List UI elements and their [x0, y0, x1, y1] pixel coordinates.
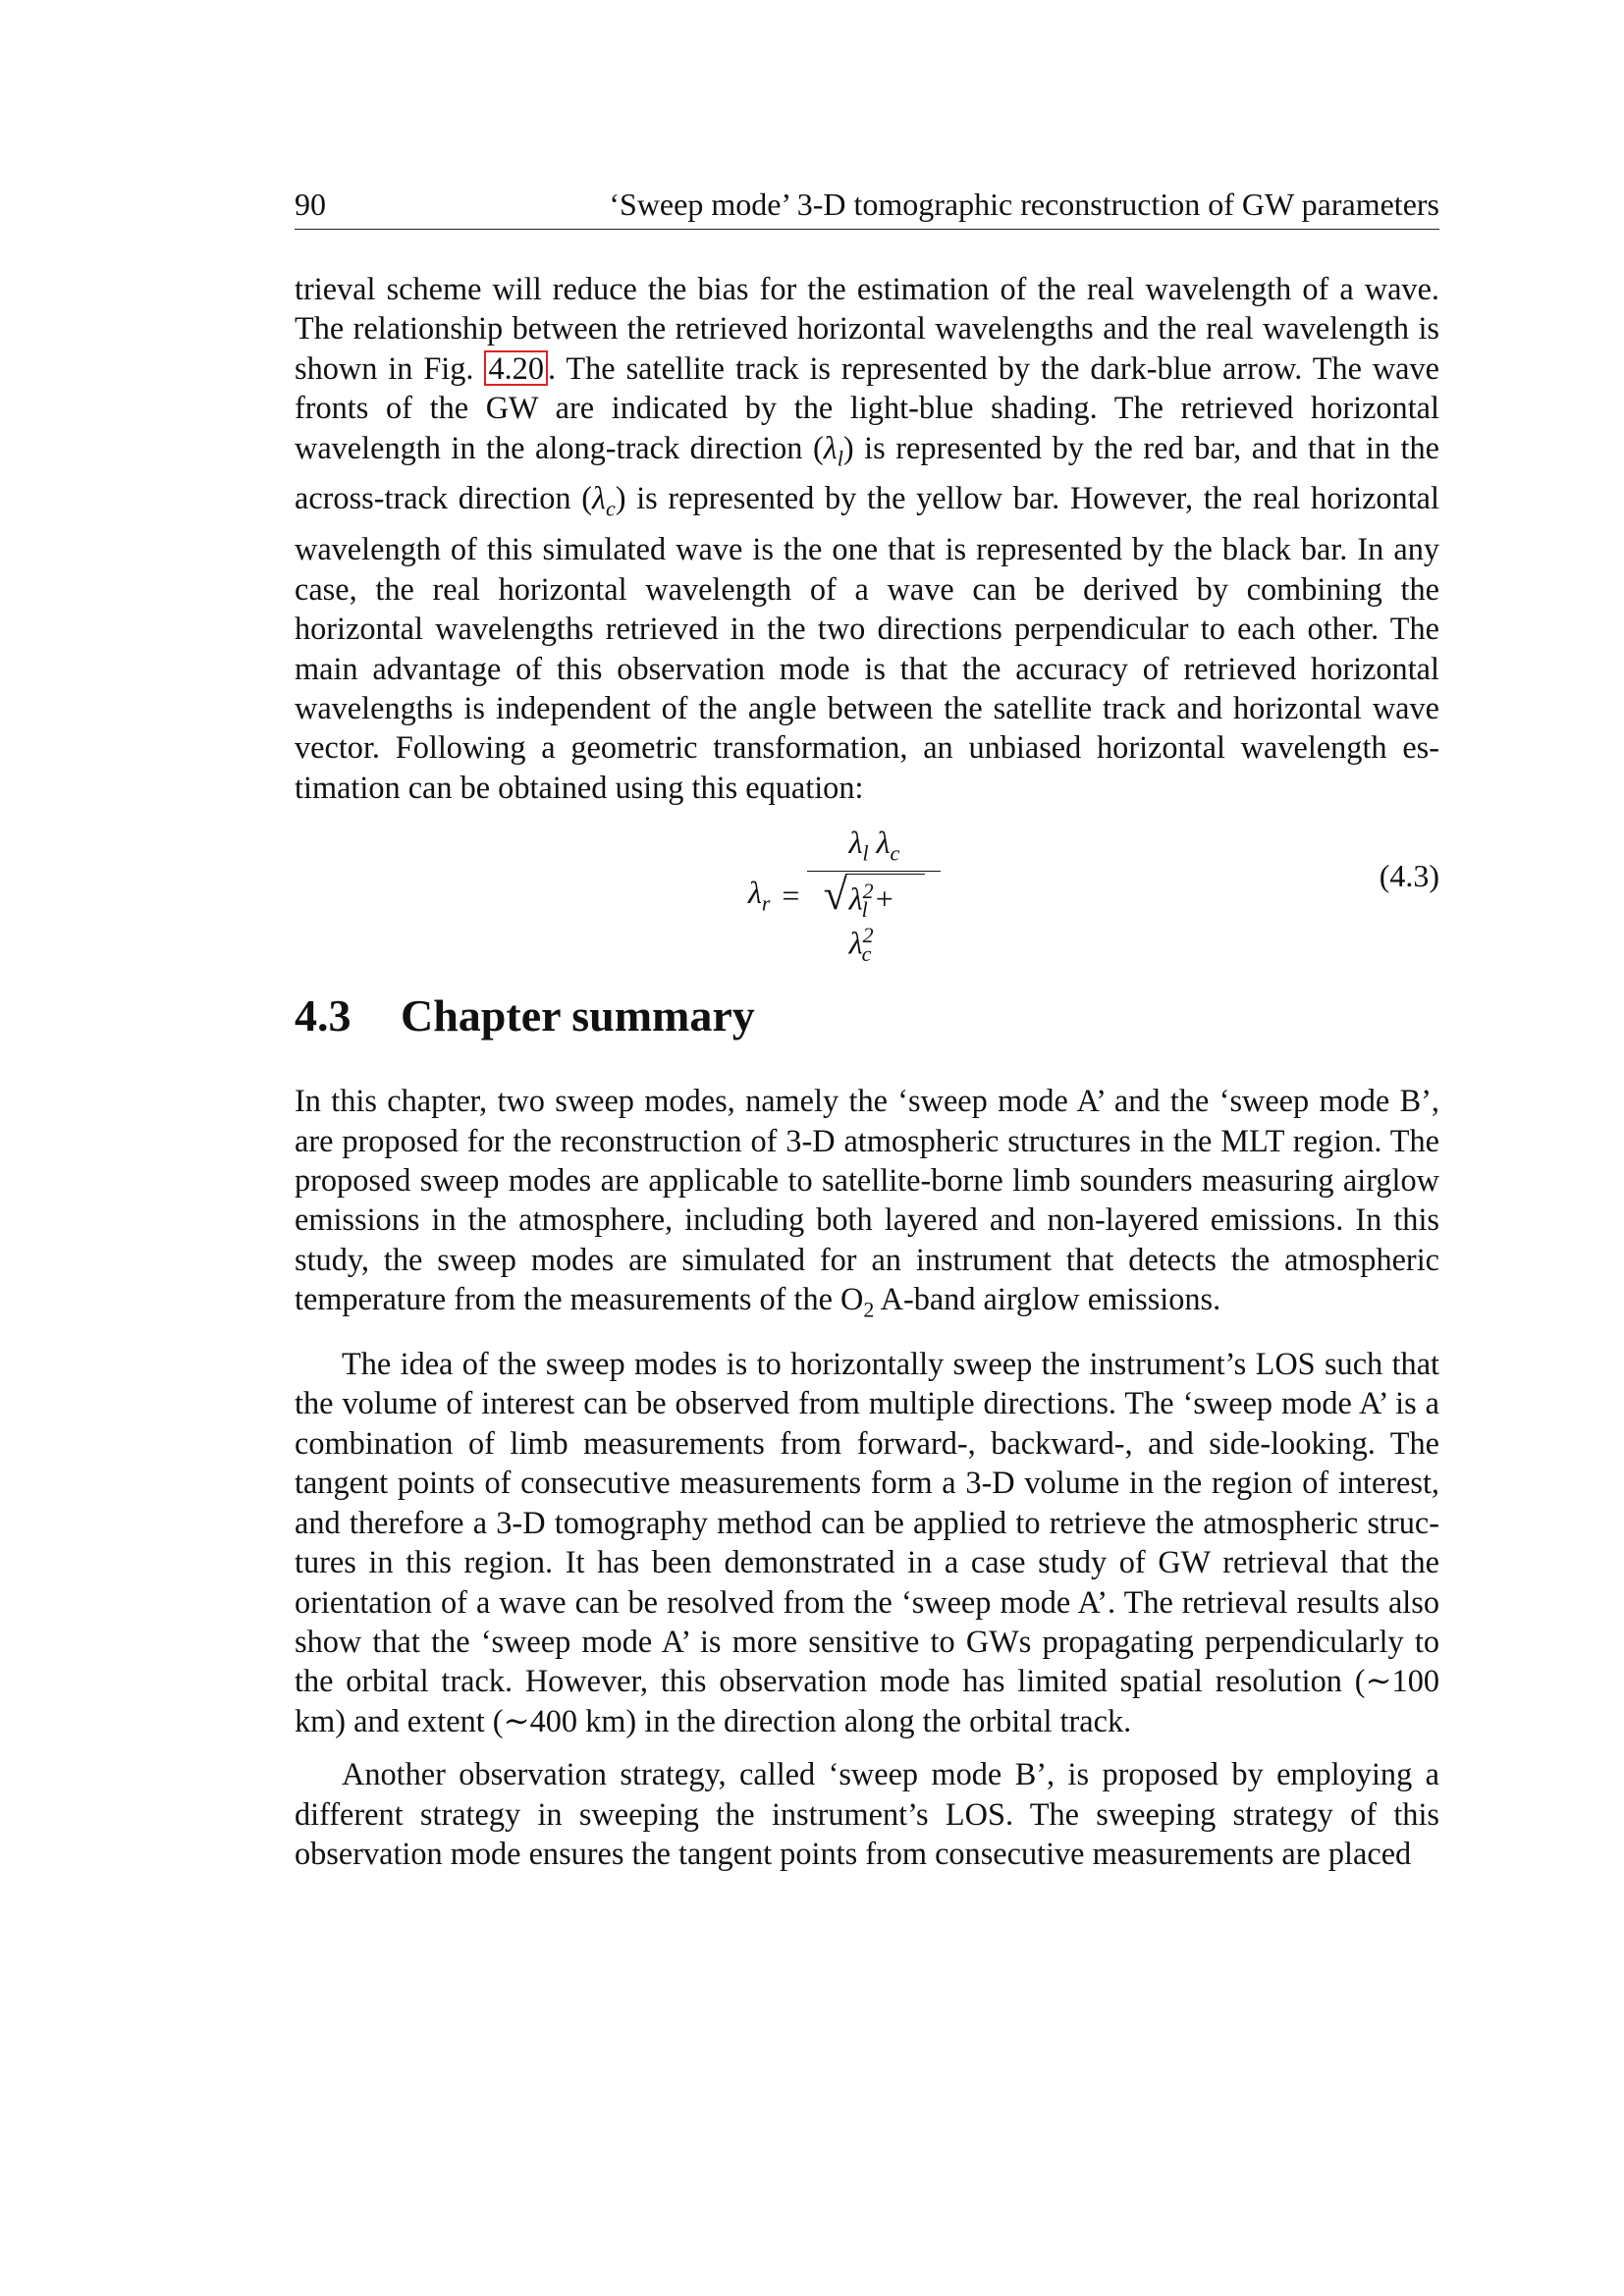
section-heading: [295, 989, 1439, 1041]
equation-lhs: $\lambda_r$: [748, 875, 771, 916]
square-root-sign: √: [823, 870, 847, 919]
paragraph-sweep-mode-b: Another observation strategy, called ‘sweep mode B’, is proposed by employing a different strategy in sweeping the instrument’s LOS. The sweeping strategy of this observation mode ensures the tangent points from consecutive measurements are placed: [295, 1756, 1439, 1871]
numerator: $\lambda_l$ $\lambda_c$: [848, 825, 900, 866]
equation-4-3: [295, 825, 1439, 966]
radicand: $\lambda^2_l + \lambda^2_c$: [845, 874, 926, 967]
fraction: [807, 825, 941, 966]
denominator: [823, 870, 926, 967]
section-number: 4.3: [295, 990, 352, 1041]
equals-sign: =: [782, 877, 800, 913]
equation-body: [748, 825, 941, 966]
running-title: ‘Sweep mode’ 3-D tomographic reconstruction of GW parameters: [609, 187, 1439, 222]
figure-reference-link[interactable]: 4.20: [484, 350, 548, 386]
page: [295, 187, 1439, 1873]
equation-number: (4.3): [1379, 858, 1439, 894]
paragraph-summary-intro: In this chapter, two sweep modes, namely the ‘sweep mode A’ and the ‘sweep mode B’, are proposed for the reconstruction of 3-D atmospheric structures in the MLT region. The proposed sweep modes are applicable to satellite-borne limb sounders measuring airglow emissions in the atmosphere, including both layered and non-layered emissions. In this study, the sweep modes are simulated for an instrument that detects the atmospheric temperature from the measurements of the $O_2$ A-band airglow emissions.: [295, 1083, 1439, 1322]
paragraph-wavelength-retrieval: trieval scheme will reduce the bias for the estimation of the real wavelength of a wave. The relationship between the retrieved horizontal wavelengths and the real wavelength is shown in Fig. 4.20 . The satellite track is represented by the dark-blue arrow. The wave fronts of the GW are indicated by the light-blue shading. The retrieved horizontal wavelength in the along-track direction $(\lambda_l)$ is represented by the red bar, and that in the across-track direction $(\lambda_c)$ is represented by the yellow bar. However, the real horizontal wavelength of this simulated wave is the one that is represented by the black bar. In any case, the real horizontal wavelength of a wave can be derived by combining the horizontal wavelengths retrieved in the two directions perpendicular to each other. The main advantage of this observation mode is that the accuracy of retrieved horizontal wavelengths is independent of the angle between the satellite track and horizontal wave vector. Following a geometric transformation, an unbiased horizontal wavelength estimation can be obtained using this equation:: [295, 271, 1440, 805]
lambda-c-symbol: $\lambda_c$: [591, 480, 616, 521]
running-header: [295, 187, 1439, 230]
paragraph-sweep-mode-a: The idea of the sweep modes is to horizontally sweep the instrument’s LOS such that the volume of interest can be observed from multiple directions. The ‘sweep mode A’ is a combination of limb measurements from forward-, backward-, and side-looking. The tangent points of consecutive measurements form a 3-D volume in the region of interest, and therefore a 3-D tomography method can be applied to retrieve the atmospheric structures in this region. It has been demonstrated in a case study of GW retrieval that the orientation of a wave can be resolved from the ‘sweep mode A’. The retrieval results also show that the ‘sweep mode A’ is more sensitive to GWs propagating perpendicularly to the orbital track. However, this observation mode has limited spatial resolution (∼100 km) and extent (∼400 km) in the direction along the orbital track.: [295, 1346, 1439, 1738]
section-title: Chapter summary: [401, 990, 755, 1041]
page-number: 90: [295, 187, 326, 222]
lambda-l-symbol: $\lambda_l$: [823, 429, 843, 471]
